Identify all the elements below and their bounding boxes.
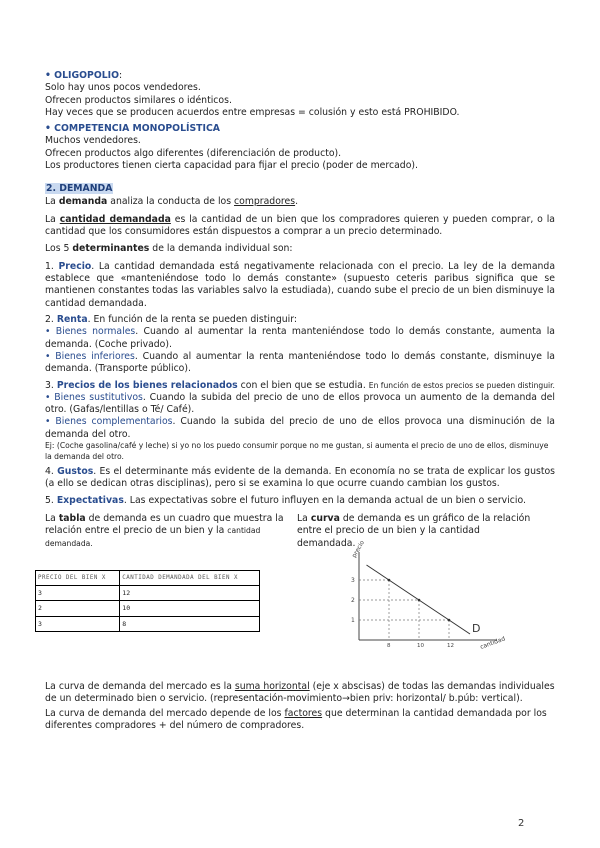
competencia-line: Los productores tienen cierta capacidad para fijar el precio (poder de mercado).: [45, 160, 418, 172]
determinante-gustos: 4. Gustos. Es el determinante más evidente de la demanda. En economía no se trata de explicar los gustos (a ello se dedican otras disciplinas), pero si se examina lo que ocurre cuando cambian los gustos.: [45, 466, 555, 490]
cantidad-demandada-def: La cantidad demandada es la cantidad de un bien que los compradores quieren y pueden comprar, o la cantidad que los consumidores están dispuestos a comprar a un precio determinado.: [45, 213, 555, 238]
bienes-complementarios: • Bienes complementarios. Cuando la subida del precio de uno de ellos provoca una disminución de la demanda del otro.: [45, 416, 555, 440]
demand-curve-line: [367, 565, 471, 634]
tabla-curva-row: [38, 512, 555, 661]
x-axis-label: cantidad: [479, 635, 507, 651]
oligopolio-title: • OLIGOPOLIO: [45, 70, 120, 81]
table-row: 3 12: [36, 586, 260, 601]
x-tick-label: 8: [387, 642, 391, 649]
tabla-definition: La tabla de demanda es un cuadro que muestra la relación entre el precio de un bien y la cantidad demandada.: [45, 512, 284, 548]
curva-column: [297, 513, 537, 661]
y-tick-label: 1: [351, 616, 355, 624]
bienes-normales: • Bienes normales. Cuando al aumentar la renta manteniéndose todo lo demás constante, aumenta la demanda. (Coche privado).: [45, 326, 555, 350]
oligopolio-line: Ofrecen productos similares o idénticos.: [45, 94, 232, 106]
ejemplo-complementarios: Ej: (Coche gasolina/café y leche) si yo no los puedo consumir porque no me gustan, si aumenta el precio de uno de ellos, disminuye la demanda del otro.: [45, 441, 549, 461]
y-tick-label: 3: [351, 576, 355, 584]
competencia-title: • COMPETENCIA MONOPOLÍSTICA: [45, 123, 220, 135]
competencia-line: Ofrecen productos algo diferentes (diferenciación de producto).: [45, 147, 342, 159]
oligopolio-line: Solo hay unos pocos vendedores.: [45, 82, 201, 94]
factores-text: La curva de demanda del mercado depende de los factores que determinan la cantidad demandada por los diferentes compradores + del número de compradores.: [45, 707, 547, 731]
header-cantidad: CANTIDAD DEMANDADA DEL BIEN X: [120, 570, 260, 585]
table-header-row: [36, 570, 260, 585]
demand-curve-chart: [337, 539, 537, 657]
table-row: 2 10: [36, 601, 260, 616]
determinante-relacionados: 3. Precios de los bienes relacionados con el bien que se estudia. En función de estos precios se pueden distinguir. • Bienes sustitutivos. Cuando la subida del precio de uno de ellos provoca un aumento de la demanda del otro. (Gafas/lentillas o Té/ Café). • Bienes complementarios. Cuando la subida del precio de uno de ellos provoca una disminución de la demanda del otro. Ej: (Coche gasolina/café y leche) si yo no los puedo consumir porque no me gustan, si aumenta el precio de uno de ellos, disminuye la demanda del otro.: [45, 379, 555, 461]
suma-horizontal-text: La curva de demanda del mercado es la suma horizontal (eje x abscisas) de todas las demandas individuales de un determinado bien o servicio. (representación-movimiento→bien priv: horizontal/ b.púb: vertical).: [45, 681, 555, 705]
determinantes-intro: Los 5 determinantes de la demanda individual son:: [45, 242, 293, 254]
curva-definition: La curva de demanda es un gráfico de la relación entre el precio de un bien y la cantidad demandada.: [297, 512, 531, 549]
determinante-renta: 2. Renta. En función de la renta se pueden distinguir: • Bienes normales. Cuando al aumentar la renta manteniéndose todo lo demás constante, aumenta la demanda. (Coche privado). • Bienes inferiores. Cuando al aumentar la renta manteniéndose todo lo demás constante, disminuye la demanda. (Transporte público).: [45, 314, 555, 375]
competencia-section: [45, 123, 555, 172]
bienes-sustitutivos: • Bienes sustitutivos. Cuando la subida del precio de uno de ellos provoca un aumento de la demanda del otro. (Gafas/lentillas o Té/ Café).: [45, 391, 555, 416]
oligopolio-line: Hay veces que se producen acuerdos entre empresas = colusión y esto está PROHIBIDO.: [45, 106, 460, 118]
demanda-intro: La demanda analiza la conducta de los compradores.: [45, 195, 299, 207]
determinante-precio: 1. Precio. La cantidad demandada está negativamente relacionada con el precio. La ley de la demanda establece que «manteniéndose todo lo demás constante» (supuesto ceteris paribus significa que se mantienen constantes todas las variables salvo la estudiada), cuando sube el precio de un bien disminuye la cantidad demandada.: [45, 260, 556, 309]
x-tick-label: 12: [447, 642, 454, 649]
header-precio: PRECIO DEL BIEN X: [36, 570, 120, 585]
bienes-inferiores: • Bienes inferiores. Cuando al aumentar la renta manteniéndose todo lo demás constante, disminuye la demanda. (Transporte público).: [45, 350, 555, 375]
oligopolio-section: [45, 70, 555, 119]
table-row: 3 8: [36, 616, 260, 631]
demand-table: [35, 570, 260, 632]
y-tick-label: 2: [351, 596, 355, 604]
x-tick-label: 10: [417, 642, 424, 649]
page-number: 2: [518, 818, 525, 829]
oligopolio-colon: :: [119, 70, 123, 81]
competencia-line: Muchos vendedores.: [45, 135, 141, 147]
tabla-column: [38, 512, 285, 661]
determinante-expectativas: 5. Expectativas. Las expectativas sobre el futuro influyen en la demanda actual de un bien o servicio.: [45, 494, 526, 506]
curve-label-d: D: [472, 621, 481, 635]
y-axis-label: precio: [350, 539, 366, 559]
page-content: [38, 70, 556, 732]
demanda-title: 2. DEMANDA: [46, 183, 113, 195]
